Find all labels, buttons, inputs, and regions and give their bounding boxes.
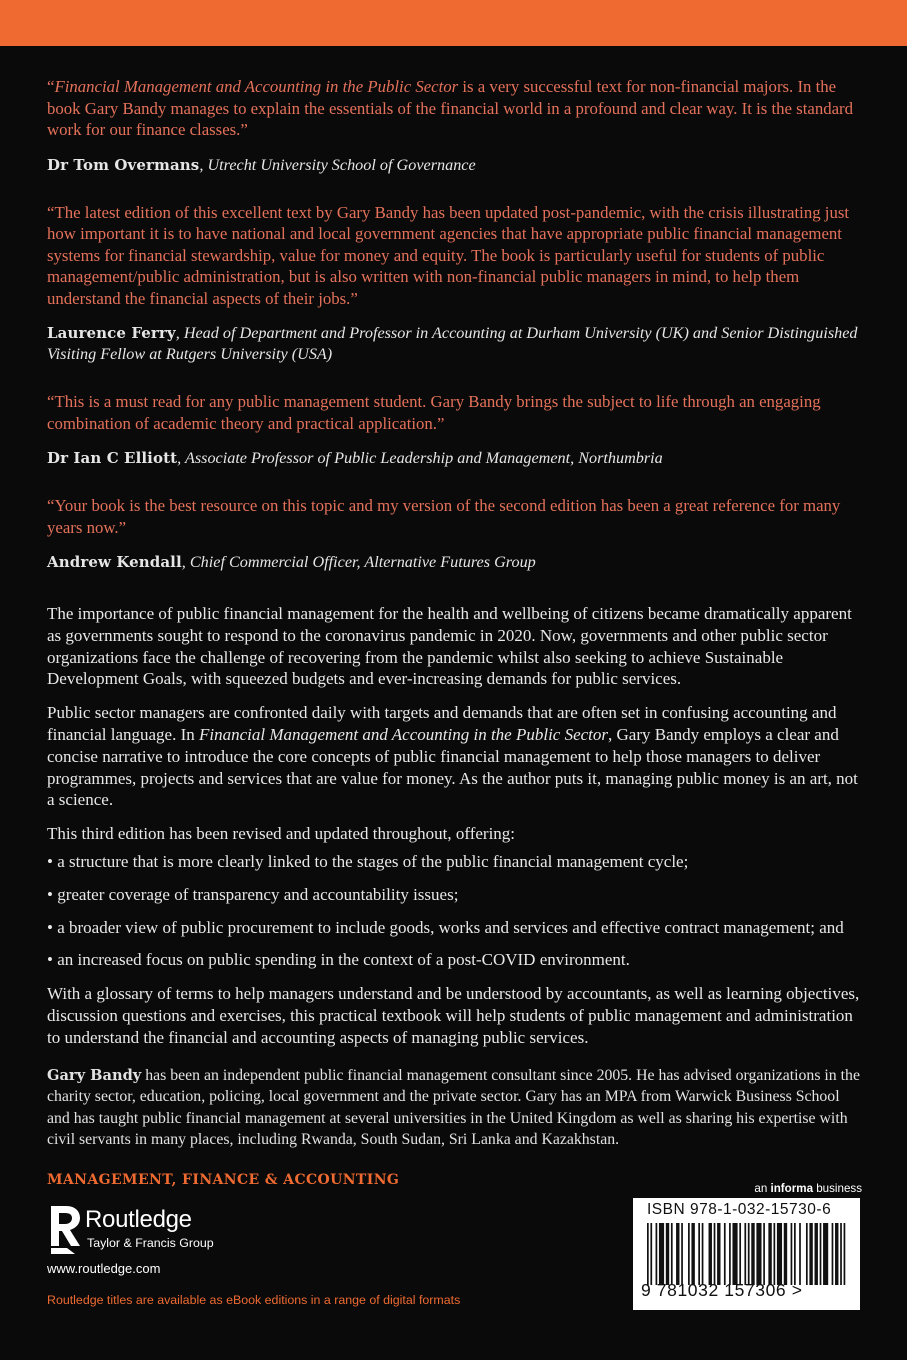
feature-bullet-4: • an increased focus on public spending in the context of a post-COVID environment. [47, 950, 630, 970]
informa-brand: informa [770, 1182, 814, 1195]
author-bio [47, 1065, 865, 1151]
author-bio-text: has been an independent public financial management consultant since 2005. He has advised organizations in the charity sector, education, policing, local government and the private sector. Gary has an MPA from Warwick Business School and has taught public financial management at several universities in the United Kingdom as well as sharing his expertise with civil servants in many places, including Rwanda, South Sudan, Sri Lanka and Kazakhstan. [47, 1066, 860, 1149]
barcode-bar [647, 1223, 649, 1285]
barcode-bar [709, 1223, 712, 1285]
quote-3-affiliation: , Associate Professor of Public Leadership and Management, Northumbria [177, 449, 663, 467]
barcode-bar [748, 1223, 750, 1285]
publisher-name: Routledge [85, 1206, 192, 1233]
barcode-bar [691, 1223, 694, 1285]
barcode-bar [698, 1223, 700, 1285]
barcode-bar [666, 1223, 669, 1285]
barcode-bar [832, 1223, 834, 1285]
barcode-bar [650, 1223, 652, 1285]
barcode-bar [806, 1223, 808, 1285]
quote-2-attribution [47, 323, 865, 365]
informa-tagline [754, 1182, 862, 1195]
quote-4-affiliation: , Chief Commercial Officer, Alternative Futures Group [181, 553, 536, 571]
barcode-bar [688, 1223, 690, 1285]
barcode-bar [791, 1223, 793, 1285]
barcode-bar [815, 1223, 818, 1285]
quote-2-affiliation: , Head of Department and Professor in Accounting at Durham University (UK) and Senior Distinguished Visiting Fellow at Rutgers University (USA) [47, 324, 858, 363]
barcode-bar [794, 1223, 796, 1285]
barcode-bar [671, 1223, 673, 1285]
informa-prefix: an [754, 1182, 771, 1195]
barcode-bar [744, 1223, 746, 1285]
barcode-bar [729, 1223, 731, 1285]
barcode-bar [739, 1223, 741, 1285]
barcode-bar [820, 1223, 822, 1285]
description-paragraph-2 [47, 702, 865, 811]
barcode-bar [756, 1223, 761, 1285]
description-p2-end: , Gary Bandy employs a clear and concise narrative to introduce the core concepts of public financial management to help those managers to deliver programmes, projects and services that are value for money. As the author puts it, managing public money is an art, not a science. [47, 724, 858, 810]
description-p2-start: Public sector managers are confronted daily with targets and demands that are often set in confusing accounting and financial language. In [47, 703, 837, 744]
top-orange-band [0, 0, 907, 46]
feature-bullet-2: • greater coverage of transparency and accountability issues; [47, 884, 459, 904]
quote-1-affiliation: , Utrecht University School of Governance [199, 155, 476, 174]
barcode-bar [659, 1223, 664, 1285]
barcode-bar [835, 1223, 838, 1285]
feature-bullet-3: • a broader view of public procurement to include goods, works and services and effective contract management; and [47, 917, 844, 937]
barcode-bar [823, 1223, 828, 1285]
description-p2-book-title: Financial Management and Accounting in the Public Sector [199, 724, 609, 744]
barcode-bar [809, 1223, 812, 1285]
routledge-r-icon [47, 1204, 83, 1256]
barcode-bar [724, 1223, 726, 1285]
publisher-group: Taylor & Francis Group [87, 1236, 214, 1250]
quote-1-attribution [47, 155, 865, 176]
quote-1-author: Dr Tom Overmans [47, 155, 200, 174]
quote-4: “Your book is the best resource on this topic and my version of the second edition has been a great reference for many years now.” [47, 496, 841, 537]
description-paragraph-1: The importance of public financial management for the health and wellbeing of citizens became dramatically apparent as governments sought to respond to the coronavirus pandemic in 2020. Now, governments and other public sector organizations face the challenge of recovering from the pandemic whilst also seeking to achieve Sustainable Development Goals, with squeezed budgets and ever-increasing demands for public services. [47, 604, 852, 689]
description-paragraph-3: This third edition has been revised and updated throughout, offering: [47, 824, 516, 844]
quote-3-author: Dr Ian C Elliott [47, 449, 178, 467]
barcode-bar [732, 1223, 737, 1285]
barcode-bar [840, 1223, 842, 1285]
barcode-bar [702, 1223, 704, 1285]
quote-1-book-title: Financial Management and Accounting in the Public Sector [54, 77, 459, 96]
routledge-logo [47, 1204, 247, 1260]
quote-1-text: is a very successful text for non-financial majors. In the book Gary Bandy manages to explain the essentials of the financial world in a profound and clear way. It is the standard work for our finance classes.” [47, 77, 854, 139]
subject-category: MANAGEMENT, FINANCE & ACCOUNTING [47, 1172, 400, 1188]
description-paragraph-4: With a glossary of terms to help managers understand and be understood by accountants, as well as learning objectives, discussion questions and exercises, this practical textbook will help students of public management and administration to understand the financial and accounting aspects of managing public services. [47, 984, 860, 1047]
barcode-bar [784, 1223, 787, 1285]
barcode-bar [763, 1223, 765, 1285]
barcode-number: 9 781032 157306 > [641, 1280, 803, 1300]
back-cover-text [47, 76, 865, 1151]
barcode-bar [773, 1223, 775, 1285]
barcode-bar [681, 1223, 683, 1285]
author-bio-name: Gary Bandy [47, 1066, 142, 1084]
feature-bullet-1: • a structure that is more clearly linked to the stages of the public financial management cycle; [47, 851, 689, 871]
quote-4-attribution [47, 552, 865, 573]
barcode-bar [777, 1223, 782, 1285]
barcode-bar [751, 1223, 754, 1285]
isbn-barcode [633, 1198, 860, 1310]
barcode-bar [717, 1223, 720, 1285]
barcode-bar [714, 1223, 716, 1285]
isbn-label: ISBN 978-1-032-15730-6 [647, 1201, 832, 1218]
quote-4-author: Andrew Kendall [47, 553, 182, 571]
quote-2-author: Laurence Ferry [47, 324, 176, 342]
barcode-bar [676, 1223, 679, 1285]
ebook-availability-note: Routledge titles are available as eBook editions in a range of digital formats [47, 1293, 461, 1307]
barcode-bar [844, 1223, 846, 1285]
barcode-bars-icon [647, 1223, 847, 1285]
quote-3: “This is a must read for any public management student. Gary Bandy brings the subject to life through an engaging combination of academic theory and practical application.” [47, 392, 821, 433]
barcode-bar [799, 1223, 801, 1285]
quote-1: “Financial Management and Accounting in the Public Sector is a very successful text for non-financial majors. In the book Gary Bandy manages to explain the essentials of the financial world in a profound and clear way. It is the standard work for our finance classes.” [47, 77, 854, 139]
quote-3-attribution [47, 448, 865, 469]
publisher-website: www.routledge.com [47, 1261, 161, 1276]
barcode-bar [656, 1223, 658, 1285]
barcode-bar [768, 1223, 771, 1285]
quote-2: “The latest edition of this excellent text by Gary Bandy has been updated post-pandemic, with the crisis illustrating just how important it is to have national and local government agencies that have appropriate public financial management systems for financial stewardship, value for money and equity. The book is particularly useful for students of public management/public administration, but is also written with non-financial public managers in mind, to help them understand the financial aspects of their jobs.” [47, 202, 850, 308]
informa-suffix: business [813, 1182, 862, 1195]
